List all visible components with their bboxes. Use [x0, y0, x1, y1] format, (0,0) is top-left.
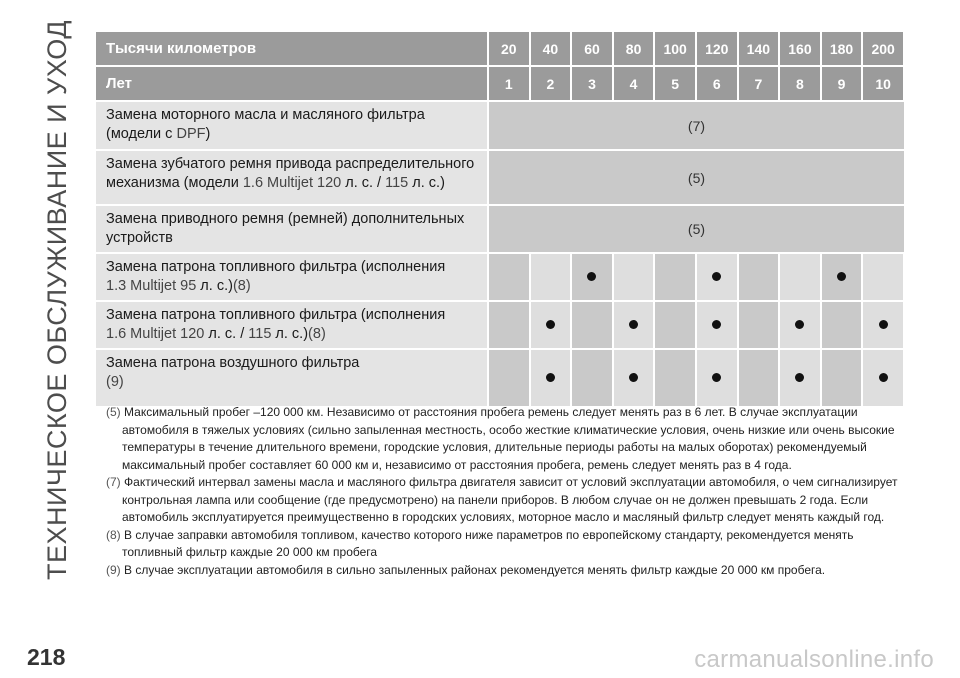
operation-text-part: Замена патрона топливного фильтра (исполнения [106, 307, 446, 323]
header-years-cell: 4 [613, 66, 655, 101]
service-dot-icon [795, 373, 804, 382]
operation-text-part: (8) [308, 326, 326, 342]
operation-text-part: Замена патрона воздушного фильтра [106, 355, 360, 371]
footnote-text: В случае эксплуатации автомобиля в сильно запыленных районах рекомендуется менять фильтр каждые 20 000 км пробега. [124, 562, 826, 577]
operation-label [96, 349, 488, 407]
header-row-km [96, 32, 904, 66]
header-label: Лет [96, 66, 488, 101]
interval-cell [821, 349, 863, 407]
service-dot-icon [629, 373, 638, 382]
service-dot-icon [795, 320, 804, 329]
footnote-number: (5) [106, 405, 121, 419]
operation-text-part: (модели с [106, 126, 177, 142]
service-dot-icon [546, 320, 555, 329]
service-dot-icon [712, 373, 721, 382]
header-km-cell: 60 [571, 32, 613, 66]
header-label: Тысячи километров [96, 32, 488, 66]
table-row [96, 253, 904, 301]
interval-cell [696, 301, 738, 349]
footnote-text: Фактический интервал замены масла и масляного фильтра двигателя зависит от условий эксплуатации автомобиля, о чем сигнализирует контрольная лампа или сообщение (где предусмотрено) на панели приборов. В любом случае он не должен превышать 2 года. Если автомобиль эксплуатируется преимущественно в городских условиях, моторное масло и масляный фильтр следует менять каждый год. [122, 475, 898, 524]
operation-text-part: 1.6 Multijet 120 [242, 175, 342, 191]
footnote-text: В случае заправки автомобиля топливом, качество которого ниже параметров по европейскому стандарту, рекомендуется менять топливный фильтр каждые 20 000 км пробега [122, 527, 854, 559]
operation-text-part: 115 [248, 326, 272, 342]
table-row [96, 349, 904, 407]
footnotes [106, 404, 906, 579]
maintenance-table [96, 32, 905, 408]
operation-label [96, 150, 488, 205]
operation-text-part: л. с.) [196, 278, 233, 294]
interval-cell [571, 253, 613, 301]
operation-text-part: 115 [385, 175, 409, 191]
operation-text-part: DPF [176, 126, 206, 142]
interval-cell [613, 253, 655, 301]
interval-cell [779, 253, 821, 301]
service-dot-icon [546, 373, 555, 382]
header-years-cell: 3 [571, 66, 613, 101]
interval-note: (5) [488, 205, 904, 253]
header-km-cell: 20 [488, 32, 530, 66]
section-side-title: ТЕХНИЧЕСКОЕ ОБСЛУЖИВАНИЕ И УХОД [41, 20, 72, 580]
footnote [106, 404, 906, 474]
interval-cell [613, 301, 655, 349]
service-dot-icon [629, 320, 638, 329]
interval-note: (5) [488, 150, 904, 205]
operation-text-part: Замена приводного ремня (ремней) дополнительных устройств [106, 211, 465, 246]
service-dot-icon [712, 320, 721, 329]
interval-note: (7) [488, 101, 904, 150]
footnote-number: (8) [106, 527, 121, 542]
interval-cell [530, 349, 572, 407]
operation-label [96, 205, 488, 253]
interval-cell [530, 301, 572, 349]
header-km-cell: 180 [821, 32, 863, 66]
interval-cell [738, 301, 780, 349]
interval-cell [654, 253, 696, 301]
table-row [96, 101, 904, 150]
page-number: 218 [27, 644, 66, 670]
service-dot-icon [879, 373, 888, 382]
interval-cell [571, 349, 613, 407]
footnote-text: Максимальный пробег –120 000 км. Независимо от расстояния пробега ремень следует менять раз в 6 лет. В случае эксплуатации автомобиля в тяжелых условиях (сильно запыленная местность, особо жесткие климатические условия, очень низкие или очень высокие температуры в течение длительного времени, городские условия, длительные периоды работы на малых оборотах) рекомендуемый максимальный пробег составляет 60 000 км и, независимо от расстояния пробега, ремень следует менять раз в 4 года. [122, 405, 895, 472]
header-years-cell: 1 [488, 66, 530, 101]
operation-text-part: л. с.) [271, 326, 309, 342]
header-years-cell: 2 [530, 66, 572, 101]
interval-cell [779, 349, 821, 407]
operation-text-part: л. с. / [341, 175, 386, 191]
interval-cell [530, 253, 572, 301]
operation-text-part: (8) [232, 278, 251, 294]
footnote-number: (7) [106, 475, 121, 489]
operation-text-part: Замена моторного масла и масляного фильтра [106, 107, 425, 123]
operation-text-part: л. с. / [204, 326, 249, 342]
table-row [96, 301, 904, 349]
service-dot-icon [587, 272, 596, 281]
operation-label [96, 101, 488, 150]
header-years-cell: 7 [738, 66, 780, 101]
header-years-cell: 8 [779, 66, 821, 101]
header-km-cell: 120 [696, 32, 738, 66]
interval-cell [779, 301, 821, 349]
table-row [96, 205, 904, 253]
header-km-cell: 160 [779, 32, 821, 66]
header-years-cell: 6 [696, 66, 738, 101]
footnote [106, 474, 906, 527]
operation-text-part: л. с.) [408, 175, 445, 191]
interval-cell [654, 349, 696, 407]
header-km-cell: 80 [613, 32, 655, 66]
interval-cell [821, 253, 863, 301]
interval-cell [613, 349, 655, 407]
header-km-cell: 100 [654, 32, 696, 66]
operation-text-part: (9) [106, 374, 124, 390]
header-years-cell: 10 [862, 66, 904, 101]
interval-cell [571, 301, 613, 349]
service-dot-icon [879, 320, 888, 329]
operation-text-part: Замена патрона топливного фильтра (исполнения [106, 259, 446, 275]
operation-text-part: 1.6 Multijet 120 [106, 326, 205, 342]
interval-cell [738, 253, 780, 301]
service-dot-icon [837, 272, 846, 281]
operation-text-part: Замена зубчатого ремня привода распределительного механизма (модели [106, 156, 475, 191]
interval-cell [862, 349, 904, 407]
interval-cell [696, 253, 738, 301]
footnote-number: (9) [106, 562, 121, 577]
interval-cell [488, 253, 530, 301]
footnote [106, 562, 906, 580]
interval-cell [821, 301, 863, 349]
watermark: carmanualsonline.info [694, 646, 934, 673]
header-years-cell: 5 [654, 66, 696, 101]
footnote [106, 527, 906, 562]
operation-text-part: 1.3 Multijet 95 [106, 278, 197, 294]
header-km-cell: 200 [862, 32, 904, 66]
operation-text-part: ) [205, 126, 211, 142]
interval-cell [862, 301, 904, 349]
interval-cell [862, 253, 904, 301]
header-km-cell: 140 [738, 32, 780, 66]
header-row-years [96, 66, 904, 101]
operation-label [96, 253, 488, 301]
service-dot-icon [712, 272, 721, 281]
operation-label [96, 301, 488, 349]
table-row [96, 150, 904, 205]
header-years-cell: 9 [821, 66, 863, 101]
interval-cell [738, 349, 780, 407]
interval-cell [654, 301, 696, 349]
interval-cell [488, 301, 530, 349]
interval-cell [696, 349, 738, 407]
interval-cell [488, 349, 530, 407]
header-km-cell: 40 [530, 32, 572, 66]
